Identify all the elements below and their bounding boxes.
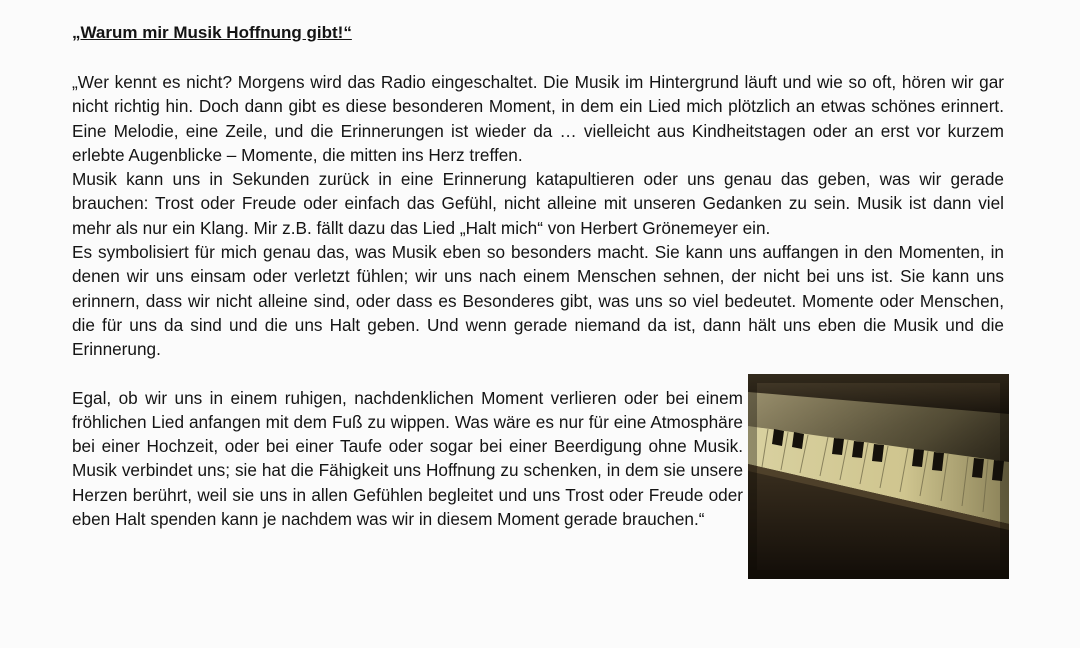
document-page <box>72 22 1004 596</box>
paragraph-4: Egal, ob wir uns in einem ruhigen, nachdenklichen Moment verlieren oder bei einem fröhlichen Lied anfangen mit dem Fuß zu wippen. Was wäre es nur für eine Atmosphäre bei einer Hochzeit, oder bei einer Taufe oder sogar bei einer Beerdigung ohne Musik. Musik verbindet uns; sie hat die Fähigkeit uns Hoffnung zu schenken, in dem sie unsere Herzen berührt, weil sie uns in allen Gefühlen begleitet und uns Trost oder Freude oder eben Halt spenden kann je nachdem was wir in diesem Moment gerade brauchen.“ <box>72 387 743 530</box>
paragraph-3: Es symbolisiert für mich genau das, was Musik eben so besonders macht. Sie kann uns auffangen in den Momenten, in denen wir uns einsam oder verletzt fühlen; wir uns nach einem Menschen sehnen, der nicht bei uns ist. Sie kann uns erinnern, dass wir nicht alleine sind, oder dass es Besonderes gibt, was uns so viel bedeutet. Momente oder Menschen, die für uns da sind und die uns Halt geben. Und wenn gerade niemand da ist, dann hält uns eben die Musik und die Erinnerung. <box>72 242 1004 360</box>
document-title: „Warum mir Musik Hoffnung gibt!“ <box>72 23 352 42</box>
piano-photo <box>748 374 1009 579</box>
paragraph-1: „Wer kennt es nicht? Morgens wird das Radio eingeschaltet. Die Musik im Hintergrund läuft und wie so oft, hören wir gar nicht richtig hin. Doch dann gibt es diese besonderen Moment, in dem ein Lied mich plötzlich an etwas schönes erinnert. Eine Melodie, eine Zeile, und die Erinnerungen ist wieder da … vielleicht aus Kindheitstagen oder an erst vor kurzem erlebte Augenblicke – Momente, die mitten ins Herz treffen. <box>72 72 1004 165</box>
text-with-image-section <box>72 386 1004 596</box>
paragraph-2: Musik kann uns in Sekunden zurück in eine Erinnerung katapultieren oder uns genau das geben, was wir gerade brauchen: Trost oder Freude oder einfach das Gefühl, nicht alleine mit unseren Gedanken zu sein. Musik ist dann viel mehr als nur ein Klang. Mir z.B. fällt dazu das Lied „Halt mich“ von Herbert Grönemeyer ein. <box>72 169 1004 238</box>
piano-keys-icon <box>748 374 1009 579</box>
